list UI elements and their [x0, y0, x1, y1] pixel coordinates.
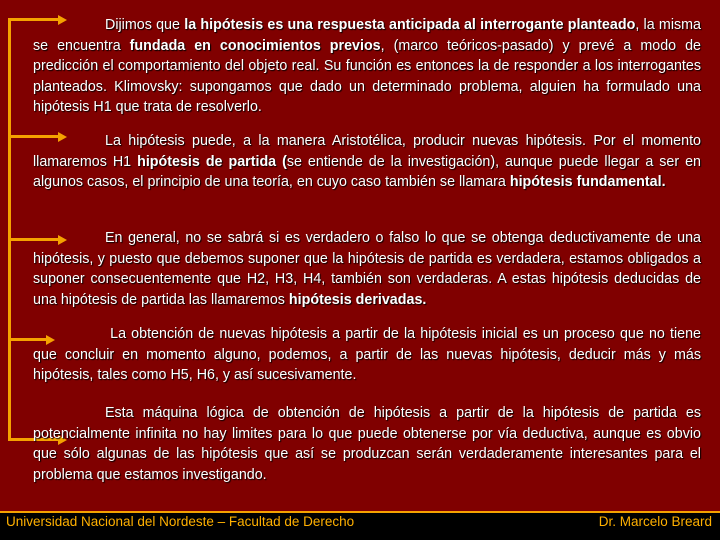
footer-author: Dr. Marcelo Breard	[598, 514, 712, 529]
paragraph-text: La hipótesis puede, a la manera Aristotélica, producir nuevas hipótesis. Por el momento llamaremos H1	[33, 133, 701, 170]
paragraph-text: En general, no se sabrá si es verdadero o falso lo que se obtenga deductivamente de una hipótesis, y puesto que debemos suponer que la hipótesis de partida es verdadera, estamos obligados a suponer consecuentemente que H2, H3, H4, también son verdaderas. A estas hipótesis deducidas de una hipótesis de partida las llamaremos	[33, 230, 701, 308]
footer-divider	[0, 511, 720, 513]
emphasized-text: hipótesis derivadas.	[288, 291, 427, 308]
left-bracket-line	[8, 18, 11, 440]
emphasized-text: hipótesis fundamental.	[509, 174, 666, 190]
paragraph-text: Dijimos que	[105, 17, 185, 33]
paragraph-text: , la misma se encuentra	[33, 17, 702, 54]
paragraph-5	[33, 403, 701, 485]
footer-institution: Universidad Nacional del Nordeste – Facultad de Derecho	[6, 514, 355, 529]
paragraph-text: Esta máquina lógica de obtención de hipótesis a partir de la hipótesis de partida es potencialmente infinita no hay limites para lo que puede obtenerse por vía deductiva, aunque es obvio que sólo algunas de las hipótesis que así se produzcan serán verdaderamente interesantes para el problema que estamos investigando.	[33, 405, 701, 483]
paragraph-text: La obtención de nuevas hipótesis a partir de la hipótesis inicial es un proceso que no tiene que concluir en momento alguno, podemos, a partir de las nuevas hipótesis, deducir más y más hipótesis, tales como H5, H6, y así sucesivamente.	[33, 326, 701, 383]
paragraph-4	[33, 324, 701, 386]
paragraph-3	[33, 228, 701, 310]
emphasized-text: fundada en conocimientos previos	[129, 37, 381, 54]
paragraph-2	[33, 131, 701, 193]
paragraph-text: se entiende de la investigación), aunque puede llegar a ser en algunos casos, el principio de una teoría, en cuyo caso también se llamara	[33, 153, 701, 190]
emphasized-text: hipótesis de partida (	[137, 153, 287, 170]
emphasized-text: la hipótesis es una respuesta anticipada al interrogante planteado	[184, 17, 636, 33]
paragraph-1	[33, 15, 701, 118]
paragraph-text: , (marco teóricos-pasado) y prevé a modo de predicción el comportamiento del objeto real. Su función es entonces la de responder a los interrogantes planteados. Klimovsky: supongamos que dado un determinado problema, alguien ha formulado una hipótesis H1 que trata de resolverlo.	[33, 37, 701, 115]
